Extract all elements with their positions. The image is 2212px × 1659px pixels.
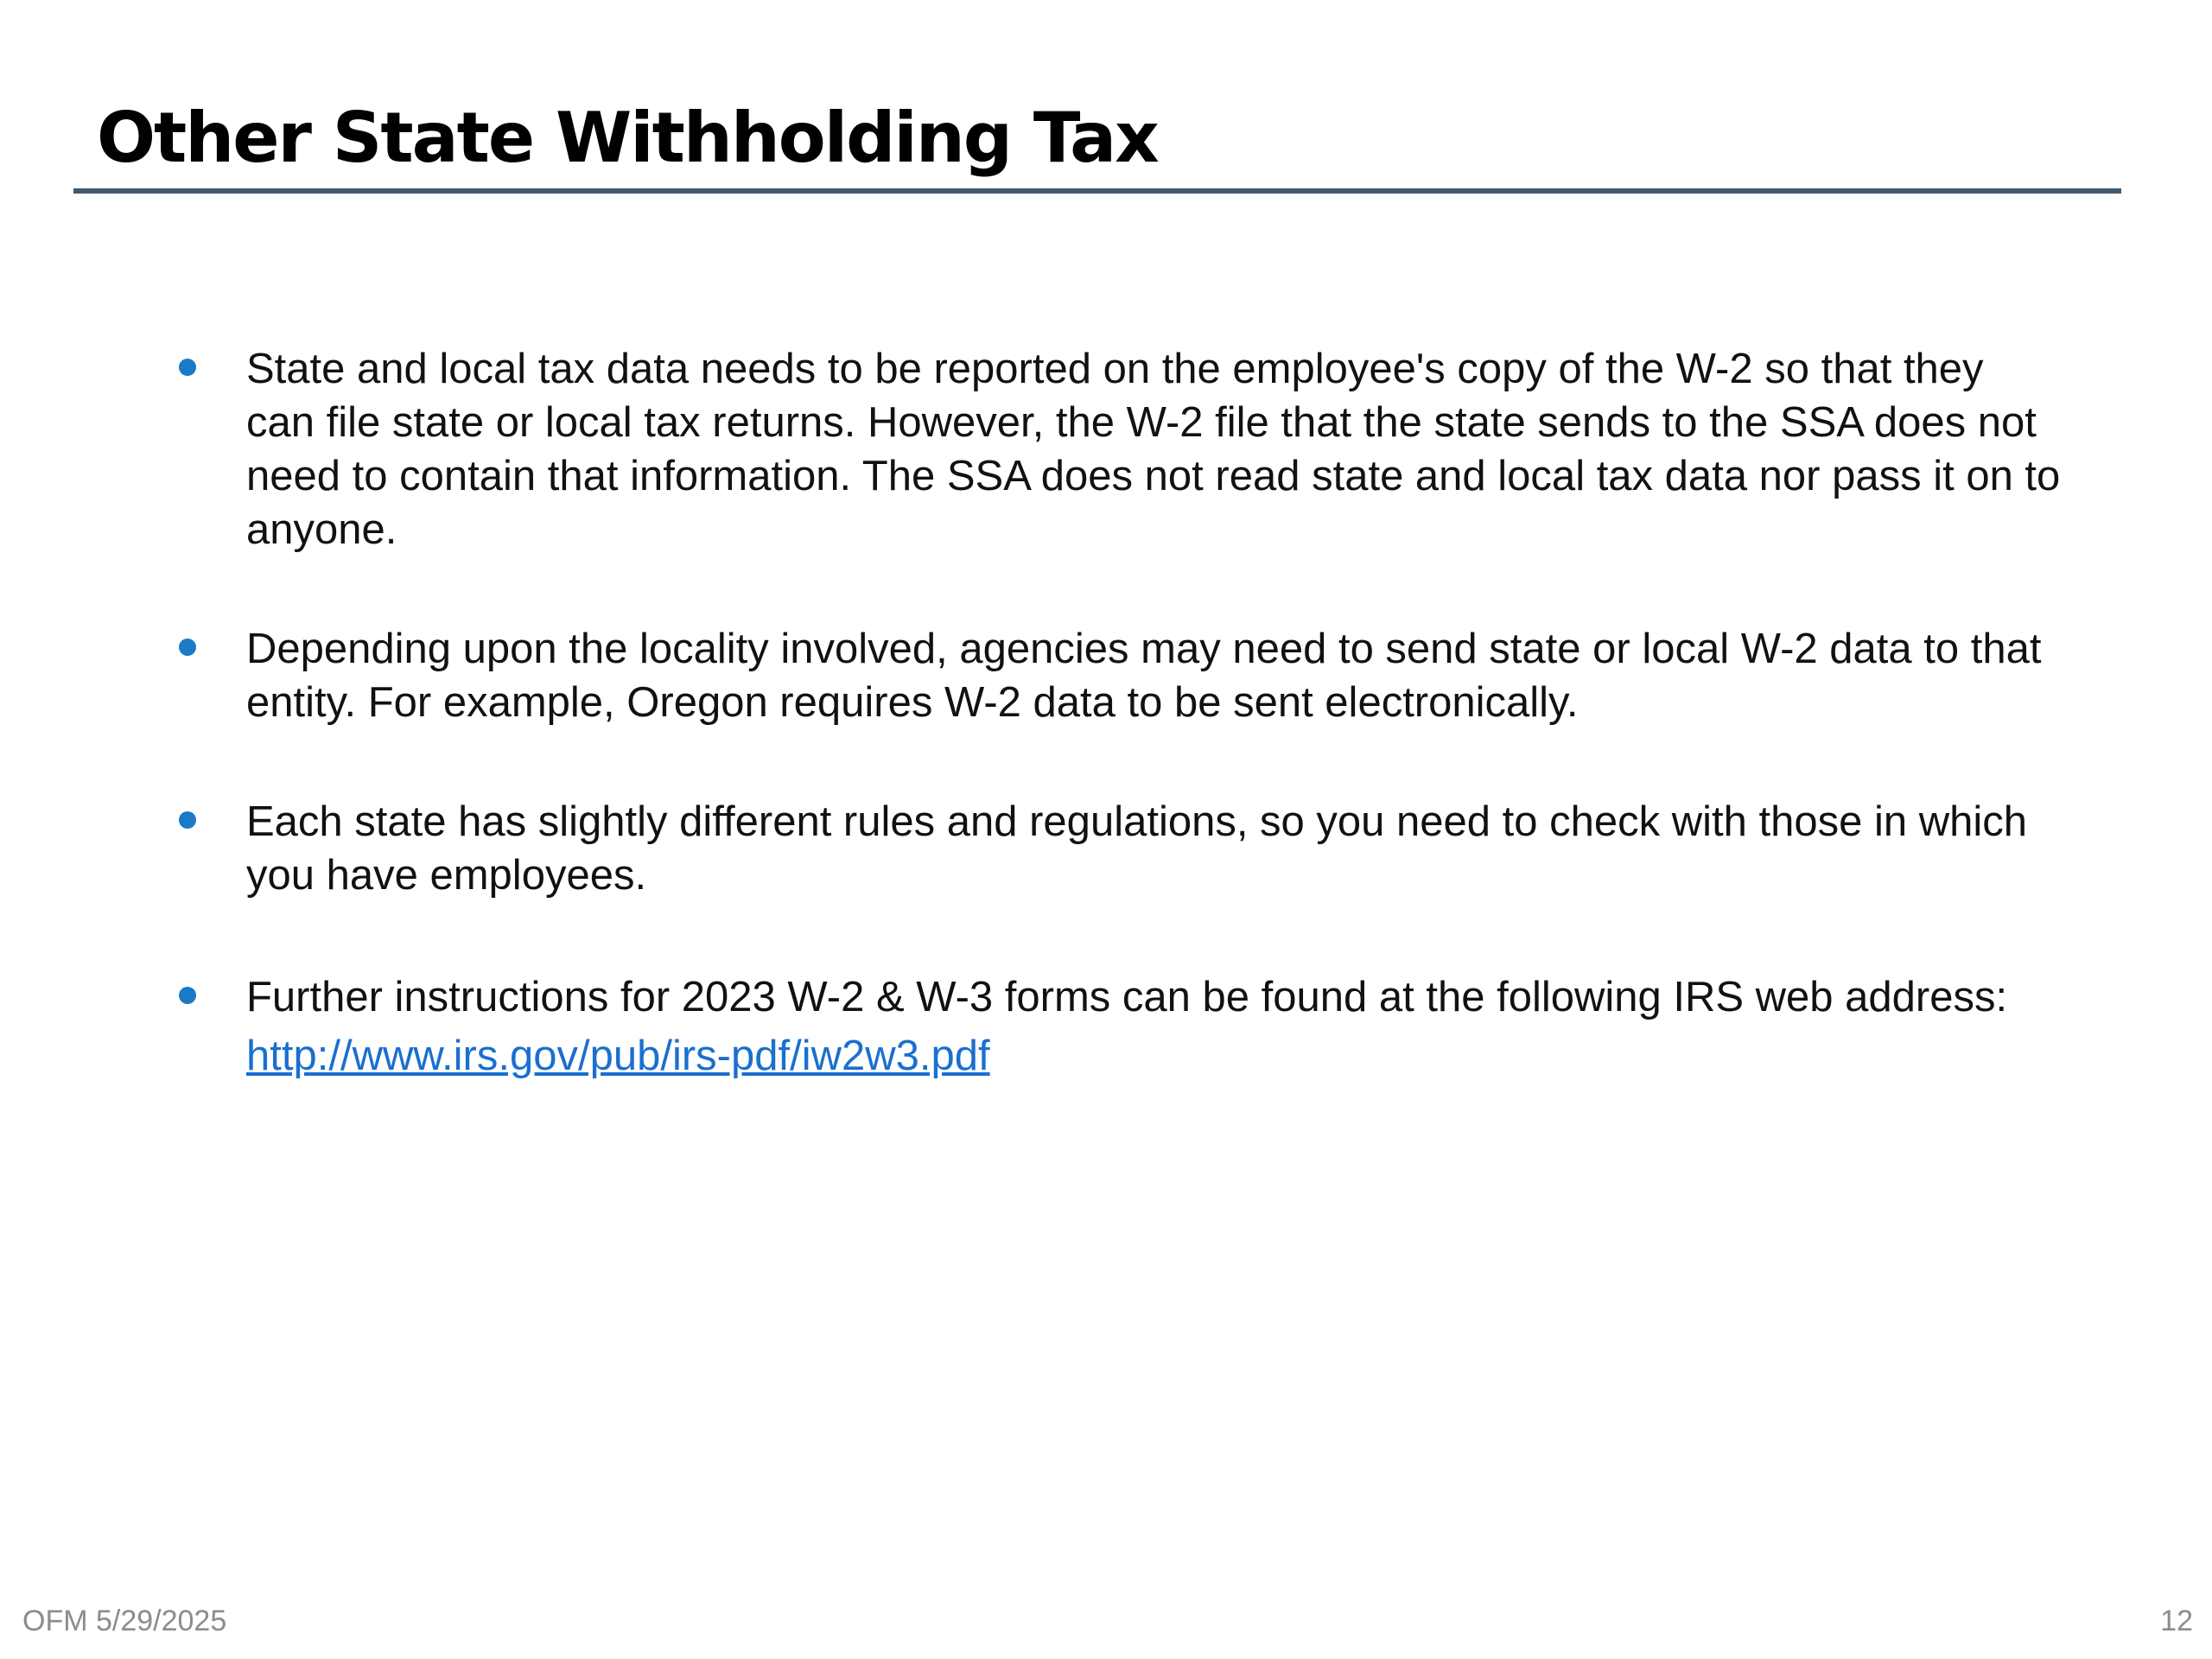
bullet-item (179, 968, 2063, 1085)
bullet-dot-icon (179, 987, 196, 1004)
bullet-text: Depending upon the locality involved, agencies may need to send state or local W-2 data to that entity. For example, Oregon requires W-2 data to be sent electronically. (246, 626, 2042, 726)
bullet-dot-icon (179, 639, 196, 656)
irs-instructions-link[interactable]: http://www.irs.gov/pub/irs-pdf/iw2w3.pdf (246, 1033, 990, 1079)
bullet-text: Further instructions for 2023 W-2 & W-3 forms can be found at the following IRS web address: (246, 974, 2008, 1020)
title-divider (73, 188, 2121, 194)
slide-title: Other State Withholding Tax (97, 98, 1158, 178)
footer-date: OFM 5/29/2025 (22, 1605, 227, 1637)
bullet-dot-icon (179, 359, 196, 376)
bullet-item (179, 342, 2063, 556)
bullet-dot-icon (179, 811, 196, 829)
bullet-item (179, 622, 2063, 729)
bullet-item (179, 795, 2063, 902)
bullet-list (179, 342, 2063, 1085)
bullet-text: Each state has slightly different rules and regulations, so you need to check with those in which you have employees. (246, 798, 2028, 899)
bullet-text: State and local tax data needs to be reported on the employee's copy of the W-2 so that they can file state or local tax returns. However, the W-2 file that the state sends to the SSA does not need to contain that information. The SSA does not read state and local tax data nor pass it on to anyone. (246, 346, 2061, 553)
page-number: 12 (2160, 1605, 2193, 1637)
